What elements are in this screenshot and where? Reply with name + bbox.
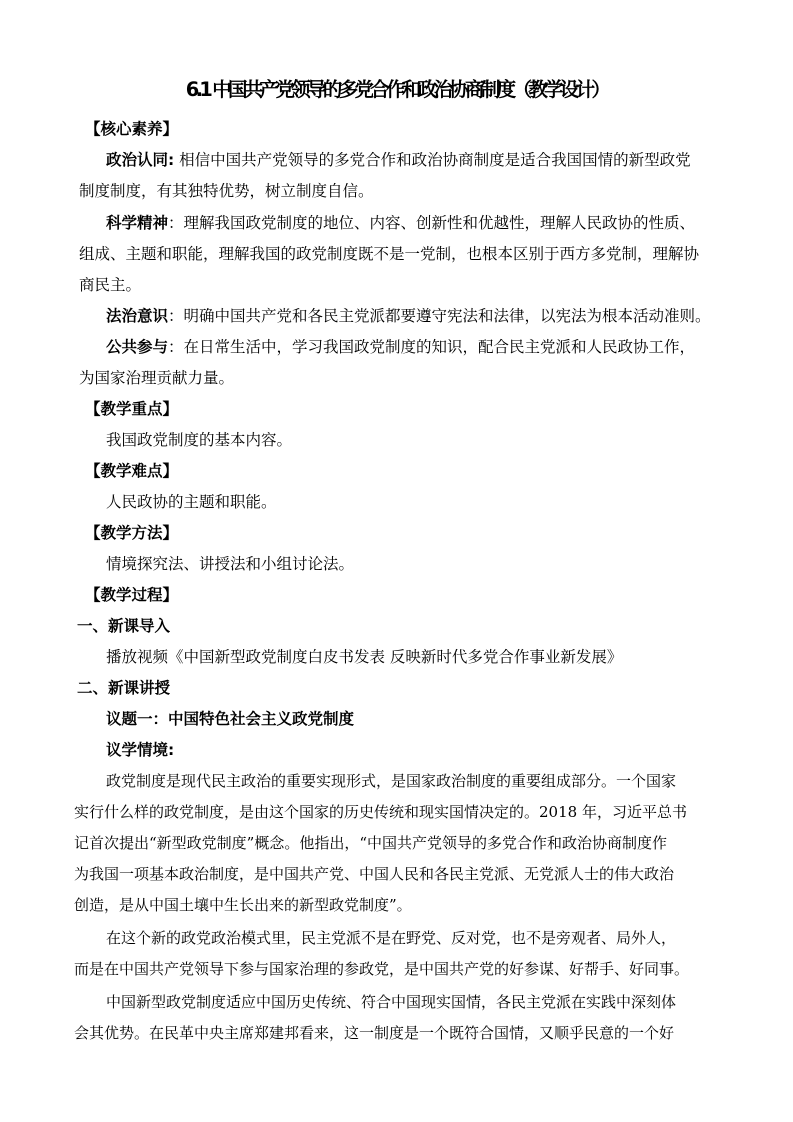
situation-paragraph-1-line-5: 创造，是从中国土壤中生长出来的新型政党制度”。 [74, 896, 412, 914]
intro-heading: 一、新课导入 [77, 617, 171, 635]
situation-paragraph-1-line-1: 政党制度是现代民主政治的重要实现形式，是国家政治制度的重要组成部分。一个国家 [106, 772, 677, 790]
section-heading-core-literacy: 【核心素养】 [85, 120, 179, 138]
political-identity-text: 相信中国共产党领导的多党合作和政治协商制度是适合我国国情的新型政党 [174, 151, 691, 169]
rule-of-law-line [106, 305, 711, 327]
scientific-spirit-text: ：理解我国政党制度的地位、内容、创新性和优越性，理解人民政协的性质、 [168, 214, 696, 232]
topic-one-heading: 议题一：中国特色社会主义政党制度 [106, 710, 355, 728]
political-identity-line-1 [106, 149, 691, 171]
methods-text: 情境探究法、讲授法和小组讨论法。 [106, 555, 355, 573]
political-identity-label: 政治认同: [106, 151, 175, 169]
situation-paragraph-3-line-1: 中国新型政党制度适应中国历史传统、符合中国现实国情，各民主党派在实践中深刻体 [106, 993, 677, 1011]
scientific-spirit-line-1 [106, 212, 695, 234]
public-participation-line-1 [106, 336, 695, 358]
section-heading-difficulty: 【教学难点】 [85, 462, 179, 480]
section-heading-key-point: 【教学重点】 [85, 400, 179, 418]
key-point-text: 我国政党制度的基本内容。 [106, 431, 293, 449]
situation-paragraph-1-line-2: 实行什么样的政党制度，是由这个国家的历史传统和现实国情决定的。2018 年，习近平总书 [74, 803, 687, 821]
scientific-spirit-label: 科学精神 [106, 214, 169, 232]
section-heading-methods: 【教学方法】 [85, 524, 179, 542]
page-title: 6.1 中国共产党领导的多党合作和政治协商制度（教学设计） [185, 78, 608, 101]
public-participation-label: 公共参与 [106, 338, 169, 356]
political-identity-line-2: 制度制度，有其独特优势，树立制度自信。 [79, 182, 374, 200]
scientific-spirit-line-2: 组成、主题和职能，理解我国的政党制度既不是一党制，也根本区别于西方多党制，理解协 [79, 245, 700, 263]
situation-label: 议学情境: [106, 741, 175, 759]
situation-paragraph-1-line-3: 记首次提出“新型政党制度”概念。他指出，“中国共产党领导的多党合作和政治协商制度作 [74, 834, 668, 852]
situation-paragraph-3-line-2: 会其优势。在民革中央主席郑建邦看来，这一制度是一个既符合国情，又顺乎民意的一个好 [74, 1024, 675, 1042]
difficulty-text: 人民政协的主题和职能。 [106, 493, 277, 511]
situation-paragraph-1-line-4: 为我国一项基本政治制度，是中国共产党、中国人民和各民主党派、无党派人士的伟大政治 [74, 865, 675, 883]
public-participation-text: ：在日常生活中，学习我国政党制度的知识，配合民主党派和人民政协工作， [168, 338, 696, 356]
rule-of-law-label: 法治意识 [106, 307, 169, 325]
situation-paragraph-2-line-1: 在这个新的政党政治模式里，民主党派不是在野党、反对党，也不是旁观者、局外人， [106, 929, 677, 947]
section-heading-process: 【教学过程】 [85, 586, 179, 604]
public-participation-line-2: 为国家治理贡献力量。 [79, 369, 235, 387]
situation-paragraph-2-line-2: 而是在中国共产党领导下参与国家治理的参政党，是中国共产党的好参谋、好帮手、好同事。 [74, 960, 690, 978]
scientific-spirit-line-3: 商民主。 [79, 276, 142, 294]
rule-of-law-text: ：明确中国共产党和各民主党派都要遵守宪法和法律，以宪法为根本活动准则。 [168, 307, 711, 325]
intro-text: 播放视频《中国新型政党制度白皮书发表 反映新时代多党合作事业新发展》 [106, 648, 623, 666]
lecture-heading: 二、新课讲授 [77, 679, 171, 697]
